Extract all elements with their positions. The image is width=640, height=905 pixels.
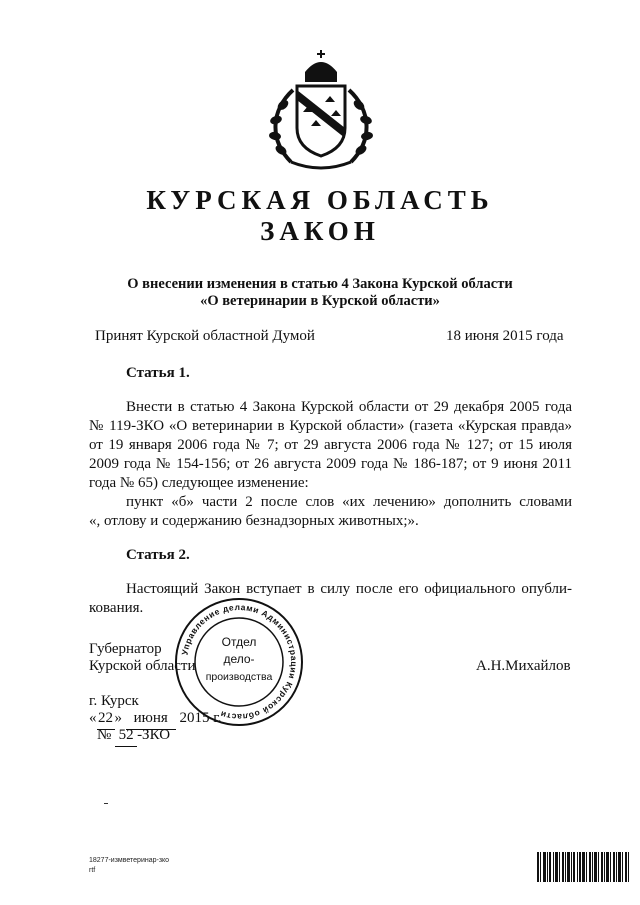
article-2-line: кования. [89,600,144,616]
article-1-line: 2009 года № 154-156; от 26 августа 2009 года № 186-187; от 9 июня 2011 [89,456,572,472]
article-2-title: Статья 2. [126,547,190,563]
file-name-line-1: 18277-измветеринар-зко [89,857,170,864]
coat-of-arms-emblem [261,50,381,175]
article-1-title: Статья 1. [126,365,190,381]
signatory-region: Курской области [89,658,196,674]
date-month: июня [126,709,176,730]
date-year: 2015 г. [179,710,222,726]
article-1-line: года № 65) следующее изменение: [89,475,309,491]
document-type-title: ЗАКОН [260,216,380,246]
article-2-line: Настоящий Закон вступает в силу после его официального опубли- [126,581,572,597]
subject-line-1: О внесении изменения в статью 4 Закона Курской области [127,276,513,292]
date-day: 22 [97,709,115,730]
date-close-quote: » [114,710,122,726]
place-city: г. Курск [89,693,139,709]
number-suffix: -ЗКО [137,727,171,743]
barcode [537,852,629,882]
stamp-line-2: дело- [223,652,255,666]
article-1-line: пункт «б» части 2 после слов «их лечению» дополнить словами [126,494,572,510]
number-prefix: № [97,727,112,743]
article-1-line: № 119-ЗКО «О ветеринарии в Курской области» (газета «Курская правда» [89,418,572,434]
file-name-line-2: rtf [89,867,96,874]
stamp-ring-text: Управление делами Администрации Курской области [179,601,300,723]
subject-line-2: «О ветеринарии в Курской области» [200,293,440,309]
article-1-line: от 19 января 2006 года № 7; от 29 августа 2006 года № 127; от 15 июля [89,437,572,453]
signatory-name: А.Н.Михайлов [476,658,571,674]
signatory-position: Губернатор [89,641,162,657]
stamp-line-1: Отдел [221,635,257,649]
adoption-date: 18 июня 2015 года [446,328,564,344]
scan-dot [104,803,108,804]
article-1-line: Внести в статью 4 Закона Курской области от 29 декабря 2005 года [126,399,572,415]
date-open-quote: « [89,710,97,726]
adopted-by: Принят Курской областной Думой [95,328,315,344]
stamp-line-3: производства [205,671,273,683]
article-1-line: «, отлову и содержанию безнадзорных животных;». [89,513,419,529]
region-title: КУРСКАЯ ОБЛАСТЬ [146,185,494,215]
number-value: 52 [115,726,137,747]
law-number [97,726,170,747]
